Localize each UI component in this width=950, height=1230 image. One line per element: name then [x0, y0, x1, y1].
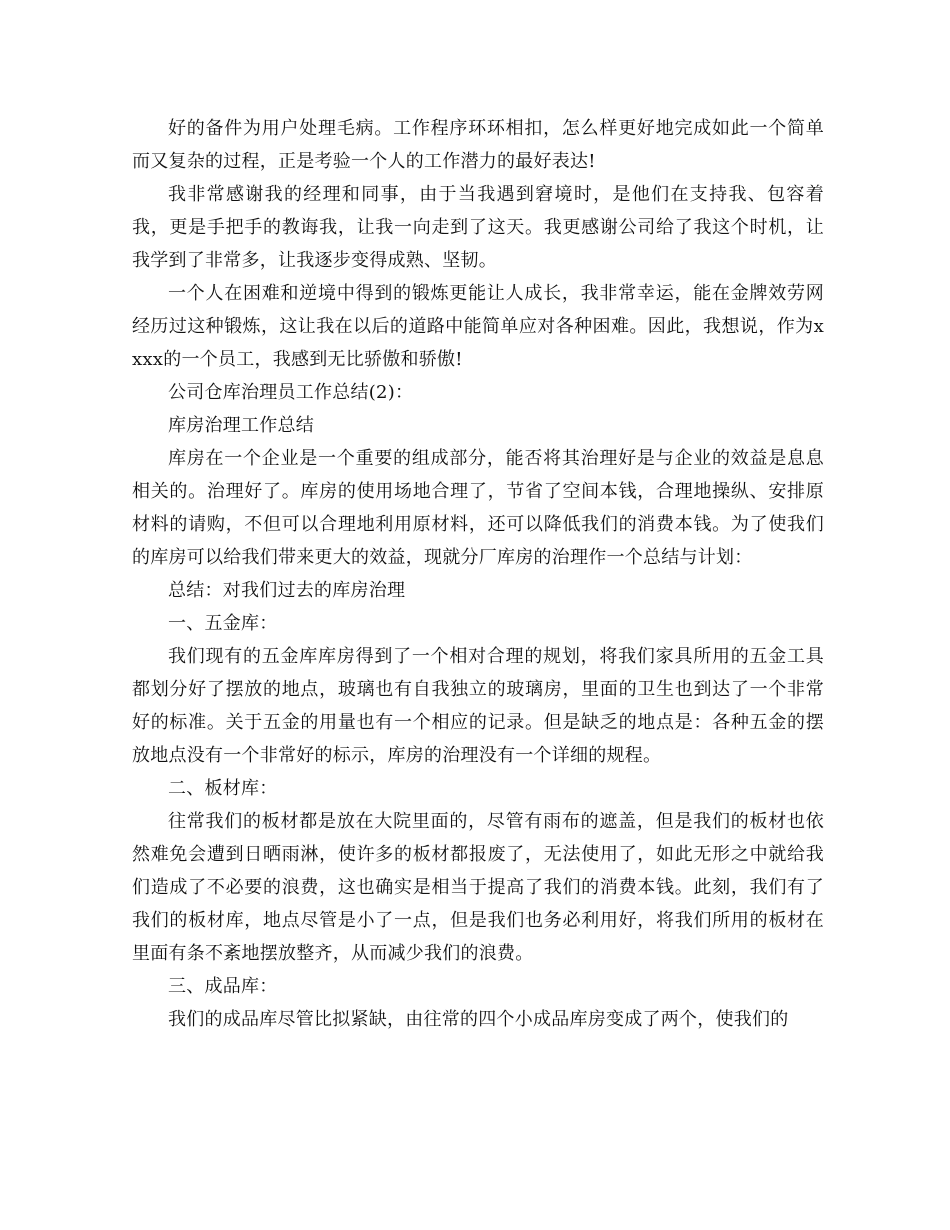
section-heading-summary-2: 公司仓库治理员工作总结(2)： — [168, 382, 414, 403]
section-heading-finished-goods: 三、成品库： — [168, 976, 278, 997]
paragraph-growth: 一个人在困难和逆境中得到的锻炼更能让人成长，我非常幸运，能在金牌效劳网经历过这种锻炼，这让我在以后的道路中能简单应对各种困难。因此，我想说，作为xxxx的一个员工，我感到无比骄傲和骄傲! — [132, 283, 824, 370]
paragraph-intro-continuation: 好的备件为用户处理毛病。工作程序环环相扣，怎么样更好地完成如此一个简单而又复杂的过程，正是考验一个人的工作潜力的最好表达! — [132, 118, 824, 172]
document-body — [132, 112, 824, 1036]
section-heading-hardware: 一、五金库： — [168, 613, 278, 634]
paragraph-finished-goods: 我们的成品库尽管比拟紧缺，由往常的四个小成品库房变成了两个，使我们的 — [168, 1009, 789, 1030]
section-heading-past-review: 总结：对我们过去的库房治理 — [168, 580, 406, 601]
paragraph-thanks: 我非常感谢我的经理和同事，由于当我遇到窘境时，是他们在支持我、包容着我，更是手把手的教诲我，让我一向走到了这天。我更感谢公司给了我这个时机，让我学到了非常多，让我逐步变得成熟、坚韧。 — [132, 184, 824, 271]
paragraph-hardware: 我们现有的五金库库房得到了一个相对合理的规划，将我们家具所用的五金工具都划分好了摆放的地点，玻璃也有自我独立的玻璃房，里面的卫生也到达了一个非常好的标准。关于五金的用量也有一个相应的记录。但是缺乏的地点是：各种五金的摆放地点没有一个非常好的标示，库房的治理没有一个详细的规程。 — [132, 646, 824, 766]
paragraph-warehouse-importance: 库房在一个企业是一个重要的组成部分，能否将其治理好是与企业的效益是息息相关的。治理好了。库房的使用场地合理了，节省了空间本钱，合理地操纵、安排原材料的请购，不但可以合理地利用原材料，还可以降低我们的消费本钱。为了使我们的库房可以给我们带来更大的效益，现就分厂库房的治理作一个总结与计划： — [132, 448, 824, 568]
section-heading-board: 二、板材库： — [168, 778, 278, 799]
section-heading-warehouse-summary: 库房治理工作总结 — [168, 415, 314, 436]
paragraph-board: 往常我们的板材都是放在大院里面的，尽管有雨布的遮盖，但是我们的板材也依然难免会遭到日晒雨淋，使许多的板材都报废了，无法使用了，如此无形之中就给我们造成了不必要的浪费，这也确实是相当于提高了我们的消费本钱。此刻，我们有了我们的板材库，地点尽管是小了一点，但是我们也务必利用好，将我们所用的板材在里面有条不紊地摆放整齐，从而减少我们的浪费。 — [132, 811, 824, 964]
